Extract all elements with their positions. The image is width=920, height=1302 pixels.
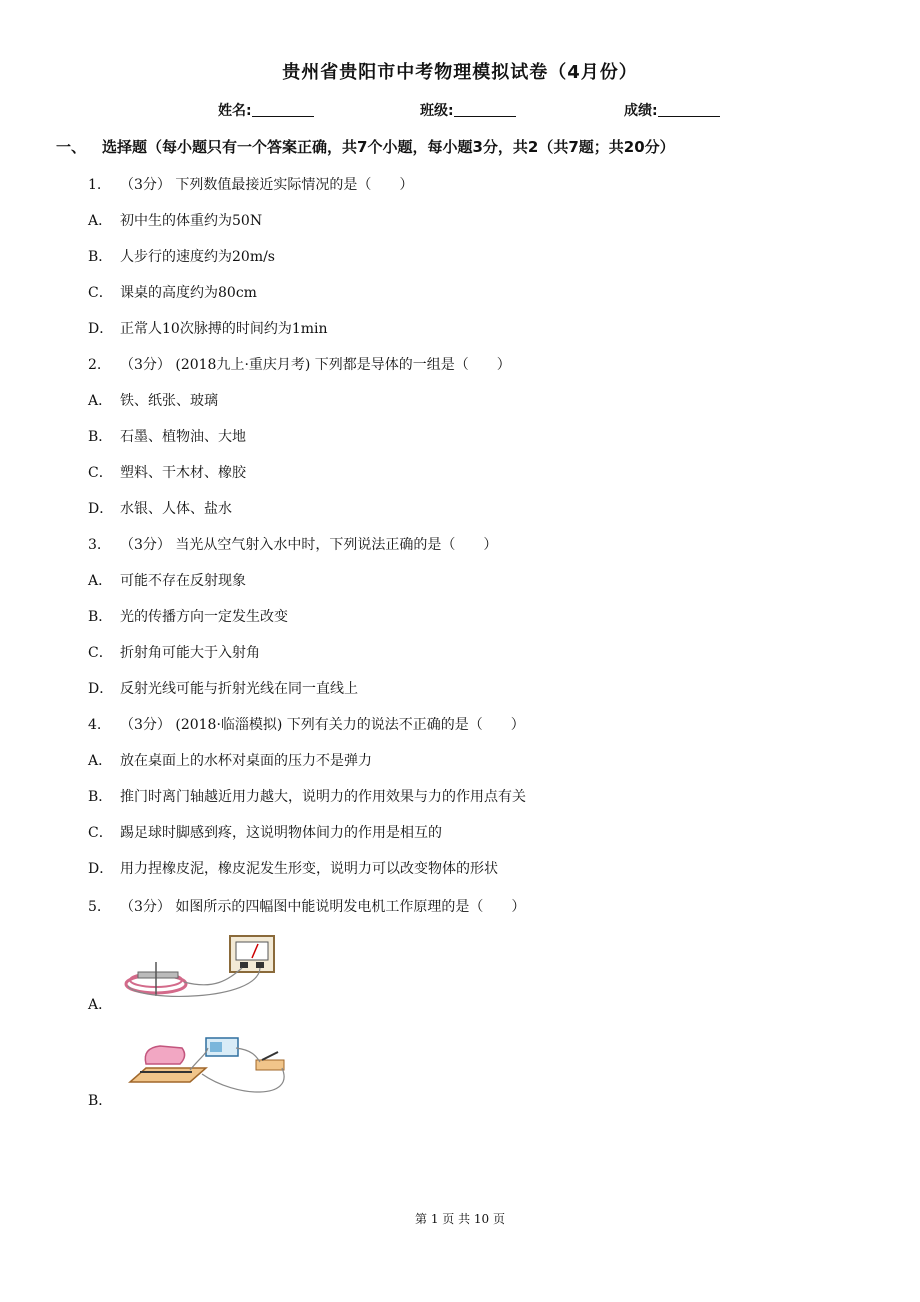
question-2 — [88, 356, 511, 374]
class-blank — [454, 102, 516, 117]
name-field — [218, 100, 314, 120]
horseshoe-magnet — [145, 1046, 184, 1064]
score-label: 成绩: — [624, 103, 658, 119]
class-label: 班级: — [420, 103, 454, 119]
option-1d: D． 正常人10次脉搏的时间约为1min — [88, 321, 328, 337]
option-3a: A． 可能不存在反射现象 — [88, 573, 246, 589]
option-5a: A． — [88, 997, 113, 1013]
option-4d: D． 用力捏橡皮泥，橡皮泥发生形变，说明力可以改变物体的形状 — [88, 861, 498, 877]
question-number: 2. — [88, 357, 102, 373]
section-heading — [56, 136, 675, 157]
name-blank — [252, 102, 314, 117]
question-text: （3分） (2018·临淄模拟) 下列有关力的说法不正确的是（ ） — [120, 717, 525, 733]
section-number: 一、 — [56, 138, 87, 156]
option-3c: C． 折射角可能大于入射角 — [88, 645, 260, 661]
question-number: 1. — [88, 177, 102, 193]
meter-terminal-left — [240, 962, 248, 968]
galvanometer-coil-figure — [118, 932, 278, 1004]
option-4b: B． 推门时离门轴越近用力越大，说明力的作用效果与力的作用点有关 — [88, 789, 526, 805]
question-text: （3分） 当光从空气射入水中时，下列说法正确的是（ ） — [120, 537, 498, 553]
option-2b: B． 石墨、植物油、大地 — [88, 429, 246, 445]
magnet-bar — [138, 972, 178, 978]
section-text: 选择题（每小题只有一个答案正确，共7个小题，每小题3分，共2（共7题；共20分） — [102, 138, 675, 156]
wire-5 — [202, 1068, 284, 1092]
class-field — [420, 100, 516, 120]
question-3 — [88, 536, 497, 554]
name-label: 姓名: — [218, 103, 252, 119]
battery-cell — [210, 1042, 222, 1052]
meter-terminal-right — [256, 962, 264, 968]
question-4 — [88, 716, 525, 734]
option-1b: B． 人步行的速度约为20m/s — [88, 249, 275, 265]
score-field — [624, 100, 720, 120]
question-1 — [88, 176, 413, 194]
option-1c: C． 课桌的高度约为80cm — [88, 285, 257, 301]
option-3d: D． 反射光线可能与折射光线在同一直线上 — [88, 681, 358, 697]
question-text: （3分） 下列数值最接近实际情况的是（ ） — [120, 177, 414, 193]
question-text: （3分） 如图所示的四幅图中能说明发电机工作原理的是（ ） — [120, 899, 526, 915]
question-5 — [88, 898, 525, 916]
switch-lever — [262, 1052, 278, 1060]
base-board — [130, 1068, 206, 1082]
option-4c: C． 踢足球时脚感到疼，这说明物体间力的作用是相互的 — [88, 825, 442, 841]
page-footer: 第 1 页 共 10 页 — [415, 1212, 505, 1226]
option-2d: D． 水银、人体、盐水 — [88, 501, 232, 517]
question-number: 5. — [88, 899, 102, 915]
option-5b: B． — [88, 1093, 113, 1109]
page-title: 贵州省贵阳市中考物理模拟试卷（4月份） — [282, 62, 638, 83]
option-1a: A． 初中生的体重约为50N — [88, 213, 263, 229]
option-2c: C． 塑料、干木材、橡胶 — [88, 465, 246, 481]
question-number: 3. — [88, 537, 102, 553]
score-blank — [658, 102, 720, 117]
question-number: 4. — [88, 717, 102, 733]
option-3b: B． 光的传播方向一定发生改变 — [88, 609, 288, 625]
motor-circuit-figure — [126, 1034, 306, 1100]
option-4a: A． 放在桌面上的水杯对桌面的压力不是弹力 — [88, 753, 372, 769]
option-2a: A． 铁、纸张、玻璃 — [88, 393, 218, 409]
question-text: （3分） (2018九上·重庆月考) 下列都是导体的一组是（ ） — [120, 357, 511, 373]
